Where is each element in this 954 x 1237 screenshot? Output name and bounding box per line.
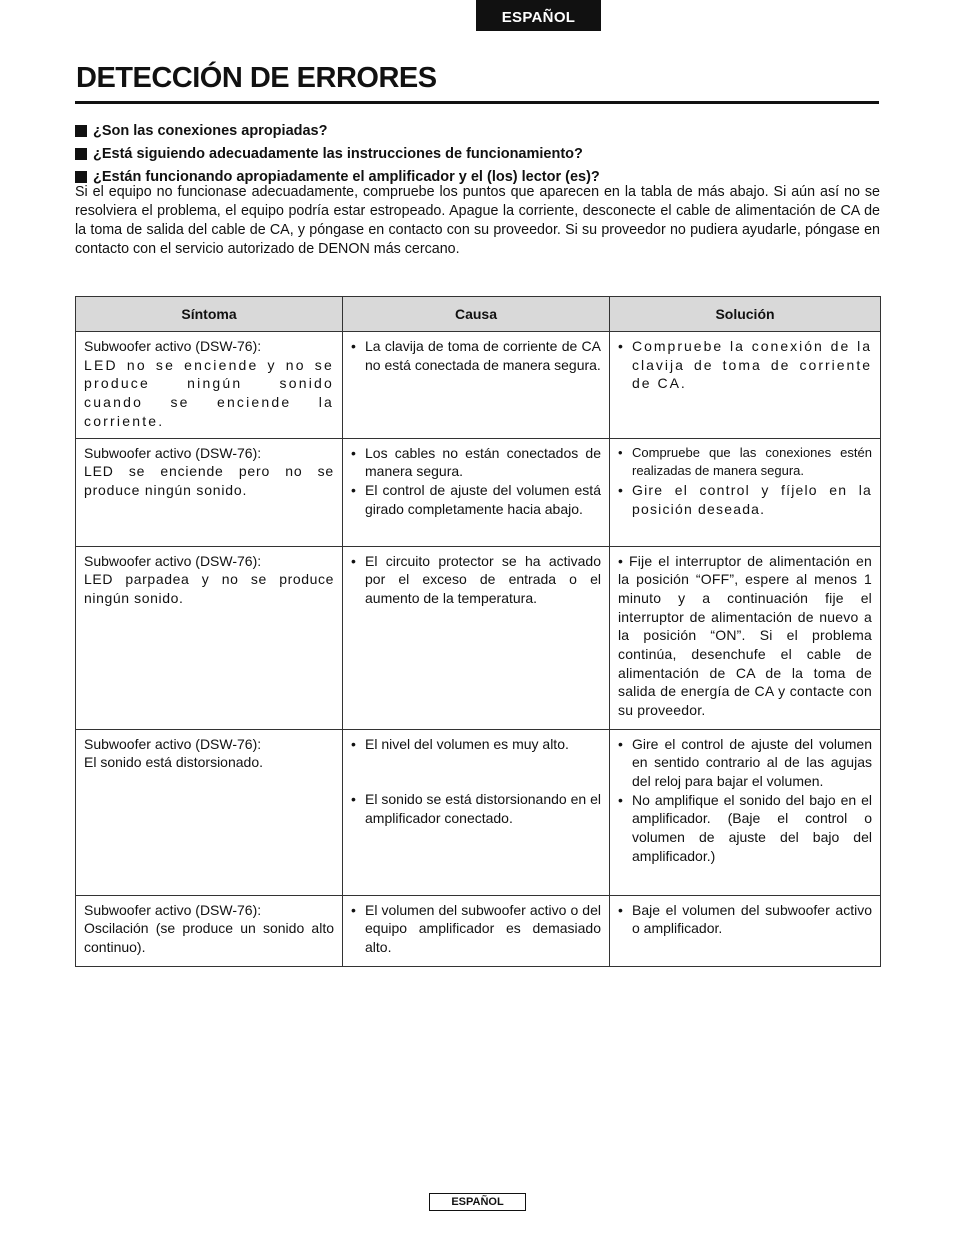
- table-row: [76, 895, 881, 966]
- solution-text: Gire el control y fíjelo en la posición deseada.: [632, 481, 872, 517]
- cause-text: El circuito protector se ha activado por el exceso de entrada o el aumento de la temperatura.: [365, 552, 601, 606]
- cause-text: El control de ajuste del volumen está girado completamente hacia abajo.: [365, 481, 601, 517]
- solution-item: [618, 791, 872, 866]
- solution-text: • Fije el interruptor de alimentación en la posición “OFF”, espere al menos 1 minuto y a continuación fije el interruptor de alimentación de nuevo a la posición “ON”. Si el problema continúa, desenchufe el cable de alimentación de CA de la toma de salida de energía de CA y contacte con su proveedor.: [618, 552, 872, 719]
- solution-cell: [610, 729, 881, 895]
- symptom-text: El sonido está distorsionado.: [84, 754, 263, 771]
- table-header-row: [76, 297, 881, 332]
- symptom-text: LED no se enciende y no se produce ningún sonido cuando se enciende la corriente.: [84, 356, 334, 429]
- title-divider: [75, 101, 879, 104]
- solution-item: [618, 444, 872, 481]
- bullet-icon: •: [351, 791, 356, 808]
- solution-item: [618, 337, 872, 393]
- solution-text: No amplifique el sonido del bajo en el amplificador. (Baje el control o volumen de ajuste del bajo del amplificador.): [632, 791, 872, 864]
- solution-item: [618, 735, 872, 791]
- cause-spacer: [351, 753, 601, 790]
- bullet-icon: •: [351, 481, 356, 498]
- cause-item: [351, 735, 601, 754]
- header-solution: Solución: [610, 297, 881, 332]
- bullet-icon: •: [618, 444, 623, 460]
- symptom-cell: [76, 438, 343, 546]
- footer-language-label: ESPAÑOL: [429, 1193, 526, 1211]
- page-title: DETECCIÓN DE ERRORES: [76, 62, 437, 94]
- cause-item: [351, 790, 601, 827]
- bullet-icon: •: [618, 735, 623, 752]
- table-row: [76, 332, 881, 439]
- table-row: [76, 729, 881, 895]
- cause-cell: [343, 895, 610, 966]
- cause-cell: [343, 546, 610, 729]
- symptom-title: Subwoofer activo (DSW-76):: [84, 901, 262, 918]
- solution-text: Gire el control de ajuste del volumen en sentido contrario al de las agujas del reloj para bajar el volumen.: [632, 735, 872, 789]
- symptom-title: Subwoofer activo (DSW-76):: [84, 552, 262, 569]
- header-symptom: Síntoma: [76, 297, 343, 332]
- cause-item: [351, 444, 601, 481]
- symptom-text: LED parpadea y no se produce ningún sonido.: [84, 571, 334, 606]
- solution-cell: [610, 332, 881, 439]
- solution-text: Compruebe la conexión de la clavija de toma de corriente de CA.: [632, 338, 872, 392]
- bullet-icon: •: [618, 901, 623, 918]
- language-tab: ESPAÑOL: [476, 0, 601, 31]
- intro-paragraph: Si el equipo no funcionase adecuadamente, compruebe los puntos que aparecen en la tabla de más abajo. Si aún así no se resolviera el problema, el equipo podría estar estropeado. Apague la corriente, desconecte el cable de alimentación de CA de la toma de salida del cable de CA, y póngase en contacto con su proveedor. Si su proveedor no pudiera ayudarle, póngase en contacto con el servicio autorizado de DENON más cercano.: [75, 184, 880, 257]
- bullet-icon: •: [351, 735, 356, 752]
- cause-text: El sonido se está distorsionando en el amplificador conectado.: [365, 791, 601, 826]
- symptom-text: LED se enciende pero no se produce ningún sonido.: [84, 463, 334, 498]
- square-bullet-icon: [75, 148, 87, 160]
- cause-text: La clavija de toma de corriente de CA no está conectada de manera segura.: [365, 338, 601, 373]
- bullet-icon: •: [351, 552, 356, 569]
- symptom-cell: [76, 546, 343, 729]
- troubleshooting-table: [75, 296, 881, 967]
- cause-item: [351, 481, 601, 518]
- header-cause: Causa: [343, 297, 610, 332]
- bullet-icon: •: [351, 338, 356, 354]
- table-row: [76, 546, 881, 729]
- solution-cell: [610, 895, 881, 966]
- cause-text: Los cables no están conectados de manera segura.: [365, 444, 601, 480]
- cause-text: El volumen del subwoofer activo o del equipo amplificador es demasiado alto.: [365, 901, 601, 955]
- square-bullet-icon: [75, 125, 87, 137]
- solution-item: [618, 481, 872, 518]
- solution-cell: [610, 546, 881, 729]
- table-row: [76, 438, 881, 546]
- symptom-text: Oscilación (se produce un sonido alto continuo).: [84, 920, 334, 955]
- solution-text: Compruebe que las conexiones estén realizadas de manera segura.: [632, 444, 872, 479]
- bullet-icon: •: [618, 791, 623, 808]
- checklist-item: [75, 119, 880, 142]
- bullet-icon: •: [351, 901, 356, 918]
- cause-item: [351, 337, 601, 374]
- cause-item: [351, 552, 601, 608]
- cause-cell: [343, 729, 610, 895]
- square-bullet-icon: [75, 171, 87, 183]
- checklist-item: [75, 142, 880, 165]
- symptom-cell: [76, 332, 343, 439]
- symptom-title: Subwoofer activo (DSW-76):: [84, 735, 262, 752]
- symptom-cell: [76, 895, 343, 966]
- solution-text: Baje el volumen del subwoofer activo o amplificador.: [632, 901, 872, 937]
- checklist-item-text: ¿Está siguiendo adecuadamente las instrucciones de funcionamiento?: [93, 145, 583, 162]
- bullet-icon: •: [618, 338, 625, 354]
- symptom-title: Subwoofer activo (DSW-76):: [84, 338, 262, 354]
- symptom-cell: [76, 729, 343, 895]
- checklist-item-text: ¿Están funcionando apropiadamente el amplificador y el (los) lector (es)?: [93, 168, 600, 185]
- solution-cell: [610, 438, 881, 546]
- cause-cell: [343, 438, 610, 546]
- solution-item: [618, 901, 872, 938]
- bullet-icon: •: [618, 481, 625, 498]
- cause-item: [351, 901, 601, 957]
- checklist-item-text: ¿Son las conexiones apropiadas?: [93, 122, 328, 139]
- cause-cell: [343, 332, 610, 439]
- symptom-title: Subwoofer activo (DSW-76):: [84, 444, 262, 461]
- bullet-icon: •: [351, 444, 356, 461]
- checklist: [75, 119, 880, 188]
- cause-text: El nivel del volumen es muy alto.: [365, 735, 569, 752]
